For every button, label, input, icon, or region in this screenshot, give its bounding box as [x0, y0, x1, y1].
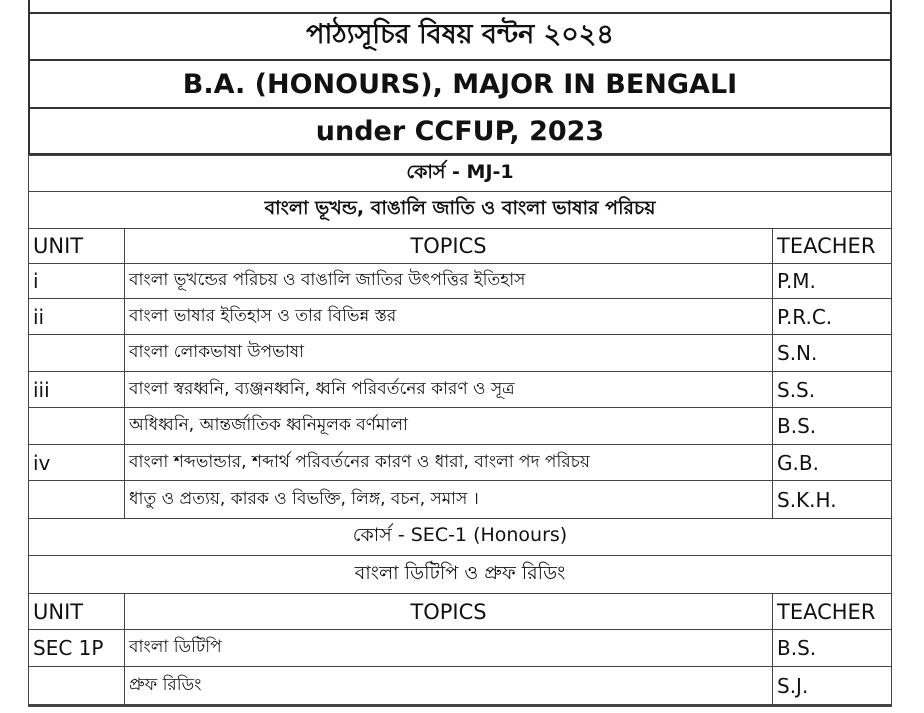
- unit-cell: ii: [29, 299, 125, 334]
- teacher-cell: P.R.C.: [777, 304, 833, 329]
- unit-cell: iii: [29, 372, 125, 407]
- course2-name-row: [28, 519, 892, 556]
- unit-cell: [29, 408, 125, 444]
- topic-cell: অধিধ্বনি, আন্তর্জাতিক ধ্বনিমূলক বর্ণমালা: [125, 408, 773, 444]
- course2-paper-title: বাংলা ডিটিপি ও প্রুফ রিডিং: [354, 561, 566, 584]
- course1-name: কোর্স - MJ-1: [406, 160, 514, 183]
- table-row: [28, 408, 892, 445]
- course2-header-row: [28, 594, 892, 630]
- topic-cell: বাংলা ডিটিপি: [125, 630, 773, 666]
- table-row: [28, 445, 892, 481]
- topic-cell: ধাতু ও প্রত্যয়, কারক ও বিভক্তি, লিঙ্গ, বচন, সমাস ।: [125, 481, 773, 518]
- header-subtitle: [28, 109, 892, 155]
- table-row: [28, 264, 892, 299]
- unit-cell: [29, 335, 125, 371]
- teacher-cell: S.K.H.: [777, 487, 837, 512]
- syllabus-sheet: [28, 0, 892, 713]
- sheet-top-edge: [28, 0, 892, 12]
- topic-cell: বাংলা লোকভাষা উপভাষা: [125, 335, 773, 371]
- col-header-unit: UNIT: [29, 229, 125, 263]
- table-row: [28, 481, 892, 519]
- col-header-unit: UNIT: [29, 594, 125, 629]
- course1-header-row: [28, 229, 892, 264]
- topic-cell: বাংলা স্বরধ্বনি, ব্যঞ্জনধ্বনি, ধ্বনি পরিবর্তনের কারণ ও সূত্র: [125, 372, 773, 407]
- header-title-bengali: [28, 12, 892, 61]
- unit-cell: [29, 667, 125, 704]
- unit-cell: iv: [29, 445, 125, 480]
- topic-cell: বাংলা ভাষার ইতিহাস ও তার বিভিন্ন স্তর: [125, 299, 773, 334]
- course2-paper-title-row: [28, 556, 892, 594]
- table-row: [28, 299, 892, 335]
- col-header-teacher: TEACHER: [777, 599, 876, 624]
- table-row: [28, 335, 892, 372]
- course1-paper-title-row: [28, 192, 892, 229]
- teacher-cell: S.S.: [777, 377, 816, 402]
- course2-name: কোর্স - SEC-1 (Honours): [352, 524, 568, 546]
- header-course-title: [28, 61, 892, 109]
- header-title-bengali-text: পাঠ্যসূচির বিষয় বন্টন ২০২৪: [306, 19, 614, 50]
- topic-cell: প্রুফ রিডিং: [125, 667, 773, 704]
- col-header-topics: TOPICS: [125, 229, 773, 263]
- teacher-cell: S.N.: [777, 341, 818, 365]
- table-row: [28, 667, 892, 705]
- header-course-title-text: B.A. (HONOURS), MAJOR IN BENGALI: [182, 68, 738, 100]
- teacher-cell: S.J.: [777, 673, 809, 698]
- teacher-cell: B.S.: [777, 414, 817, 438]
- teacher-cell: G.B.: [777, 450, 819, 475]
- teacher-cell: B.S.: [777, 636, 817, 660]
- topic-cell: বাংলা ভূখন্ডের পরিচয় ও বাঙালি জাতির উৎপত্তির ইতিহাস: [125, 264, 773, 298]
- unit-cell: [29, 481, 125, 518]
- topic-cell: বাংলা শব্দভান্ডার, শব্দার্থ পরিবর্তনের কারণ ও ধারা, বাংলা পদ পরিচয়: [125, 445, 773, 480]
- course1-name-row: [28, 155, 892, 192]
- unit-cell: SEC 1P: [29, 630, 125, 666]
- col-header-topics: TOPICS: [125, 594, 773, 629]
- course1-paper-title: বাংলা ভূখন্ড, বাঙালি জাতি ও বাংলা ভাষার পরিচয়: [264, 197, 656, 219]
- col-header-teacher: TEACHER: [777, 234, 876, 258]
- table-row: [28, 372, 892, 408]
- header-subtitle-text: under CCFUP, 2023: [315, 115, 605, 147]
- teacher-cell: P.M.: [777, 269, 816, 293]
- table-row: [28, 630, 892, 667]
- unit-cell: i: [29, 264, 125, 298]
- table-bottom-border: [28, 705, 892, 707]
